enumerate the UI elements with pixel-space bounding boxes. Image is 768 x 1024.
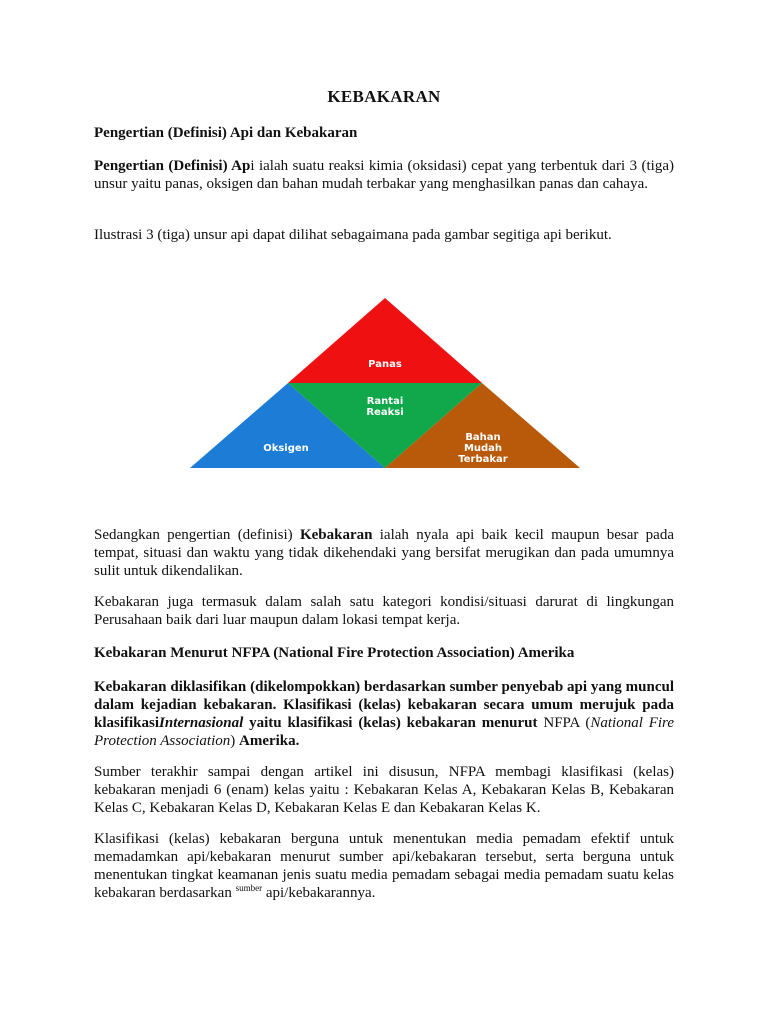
page-title: KEBAKARAN [327,87,441,106]
label-fuel-2: Mudah [463,443,503,454]
superscript-sumber: sumber [235,883,263,893]
label-chain-reaction-2: Reaksi [366,407,404,418]
paragraph-text: Sedangkan pengertian (definisi) [94,527,300,543]
term-nfpa-full: National Fire Protection Association [94,715,675,749]
paragraph-text: i ialah suatu reaksi kimia (oksidasi) cepat yang terbentuk dari 3 (tiga) unsur yaitu panas, oksigen dan bahan mudah terbakar yang menghasilkan panas dan cahaya. [94,158,674,192]
term-kebakaran: Kebakaran [299,527,373,543]
term-fire-definition: Pengertian (Definisi) Ap [94,158,251,174]
paragraph-illustration-intro: Ilustrasi 3 (tiga) unsur api dapat dilihat sebagaimana pada gambar segitiga api berikut. [94,227,612,243]
paragraph-text: Klasifikasi (kelas) kebakaran berguna untuk menentukan media pemadam efektif untuk memadamkan api/kebakaran menurut sumber api/kebakaran tersebut, serta berguna untuk menentukan tingkat keamanan jenis suatu media pemadam sebagai media pemadam suatu kelas kebakaran berdasarkan [94,831,674,901]
paragraph-definition-kebakaran [94,526,674,580]
paragraph-classification [94,678,674,750]
triangle-heat [288,298,482,383]
term-amerika: Amerika. [239,733,300,749]
paragraph-text: NFPA ( [537,715,591,731]
paragraph-definition-fire [94,157,674,193]
paragraph-text: api/kebakarannya. [262,885,376,901]
section-heading-nfpa: Kebakaran Menurut NFPA (National Fire Protection Association) Amerika [94,645,575,661]
paragraph-text: Kebakaran diklasifikan (dikelompokkan) berdasarkan sumber penyebab api yang muncul dalam kejadian kebakaran. Klasifikasi (kelas) kebakaran secara umum merujuk pada klasifikasi [94,679,674,731]
paragraph-text: ialah nyala api baik kecil maupun besar pada tempat, situasi dan waktu yang tidak dikehendaki yang bersifat merugikan dan pada umumnya sulit untuk dikendalikan. [94,527,674,579]
label-oxygen: Oksigen [263,443,309,454]
label-fuel-1: Bahan [465,432,501,443]
section-heading-definition: Pengertian (Definisi) Api dan Kebakaran [94,125,358,141]
paragraph-text: ) [230,733,239,749]
label-chain-reaction-1: Rantai [366,396,404,407]
label-fuel-3: Terbakar [458,454,508,465]
term-internasional: Internasional [159,715,244,731]
paragraph-text: yaitu klasifikasi (kelas) kebakaran menurut [243,715,538,731]
paragraph-nfpa-classes: Sumber terakhir sampai dengan artikel ini disusun, NFPA membagi klasifikasi (kelas) kebakaran menjadi 6 (enam) kelas yaitu : Kebakaran Kelas A, Kebakaran Kelas B, Kebakaran Kelas C, Kebakaran Kelas D, Kebakaran Kelas E dan Kebakaran Kelas K. [94,764,674,816]
label-heat: Panas [368,359,402,370]
fire-triangle-diagram [188,296,582,472]
paragraph-purpose [94,830,674,902]
paragraph-emergency: Kebakaran juga termasuk dalam salah satu kategori kondisi/situasi darurat di lingkungan Perusahaan baik dari luar maupun dalam lokasi tempat kerja. [94,594,674,628]
